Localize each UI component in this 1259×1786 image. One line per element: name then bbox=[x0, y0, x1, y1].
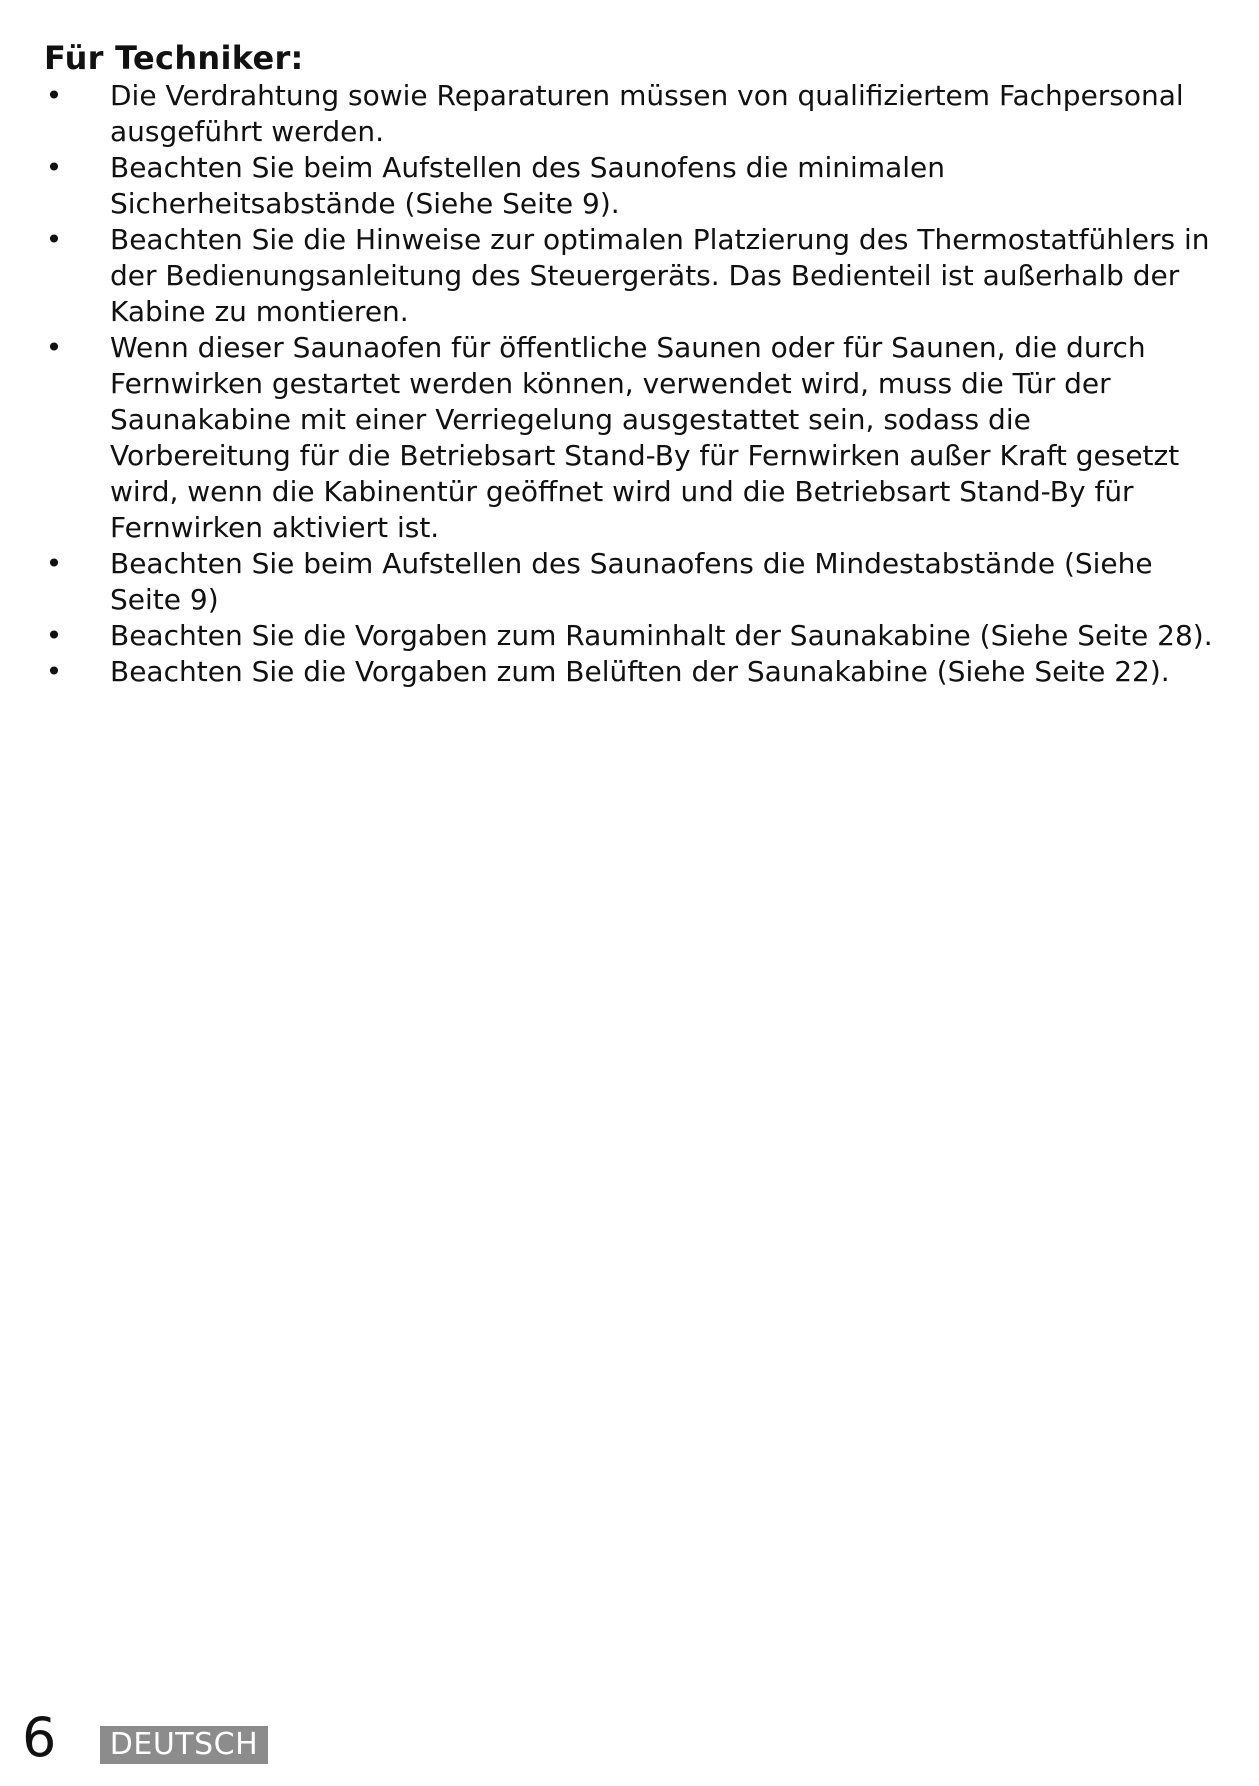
page-number: 6 bbox=[22, 1706, 57, 1769]
list-item-text: Beachten Sie die Vorgaben zum Rauminhalt der Saunakabine (Siehe Seite 28). bbox=[110, 619, 1213, 652]
list-item bbox=[44, 150, 1214, 222]
list-item-text: Beachten Sie beim Aufstellen des Saunofens die minimalen Sicherheitsabstände (Siehe Seite 9). bbox=[110, 151, 946, 220]
list-item-text: Beachten Sie die Vorgaben zum Belüften der Saunakabine (Siehe Seite 22). bbox=[110, 655, 1170, 688]
bullet-icon: • bbox=[45, 655, 63, 688]
bullet-icon: • bbox=[45, 547, 63, 580]
list-item bbox=[44, 330, 1214, 546]
list-item bbox=[44, 546, 1214, 618]
list-item bbox=[44, 222, 1214, 330]
language-badge: DEUTSCH bbox=[100, 1726, 268, 1764]
bullet-icon: • bbox=[45, 79, 63, 112]
list-item bbox=[44, 78, 1214, 150]
list-item-text: Wenn dieser Saunaofen für öffentliche Saunen oder für Saunen, die durch Fernwirken gestartet werden können, verwendet wird, muss die Tür der Saunakabine mit einer Verriegelung ausgestattet sein, sodass die Vorbereitung für die Betriebsart Stand-By für Fernwirken außer Kraft gesetzt wird, wenn die Kabinentür geöffnet wird und die Betriebsart Stand-By für Fernwirken aktiviert ist. bbox=[110, 331, 1180, 544]
bullet-icon: • bbox=[45, 151, 63, 184]
bullet-icon: • bbox=[45, 619, 63, 652]
list-item-text: Die Verdrahtung sowie Reparaturen müssen von qualifiziertem Fachpersonal ausgeführt werden. bbox=[110, 79, 1184, 148]
bullet-icon: • bbox=[45, 331, 63, 364]
list-item-text: Beachten Sie beim Aufstellen des Saunaofens die Mindestabstände (Siehe Seite 9) bbox=[110, 547, 1153, 616]
technician-notes-list bbox=[44, 78, 1214, 690]
list-item bbox=[44, 618, 1214, 654]
list-item bbox=[44, 654, 1214, 690]
page-title: Für Techniker: bbox=[44, 39, 304, 77]
bullet-icon: • bbox=[45, 223, 63, 256]
list-item-text: Beachten Sie die Hinweise zur optimalen Platzierung des Thermostatfühlers in der Bedienungsanleitung des Steuergeräts. Das Bedienteil ist außerhalb der Kabine zu montieren. bbox=[110, 223, 1210, 328]
